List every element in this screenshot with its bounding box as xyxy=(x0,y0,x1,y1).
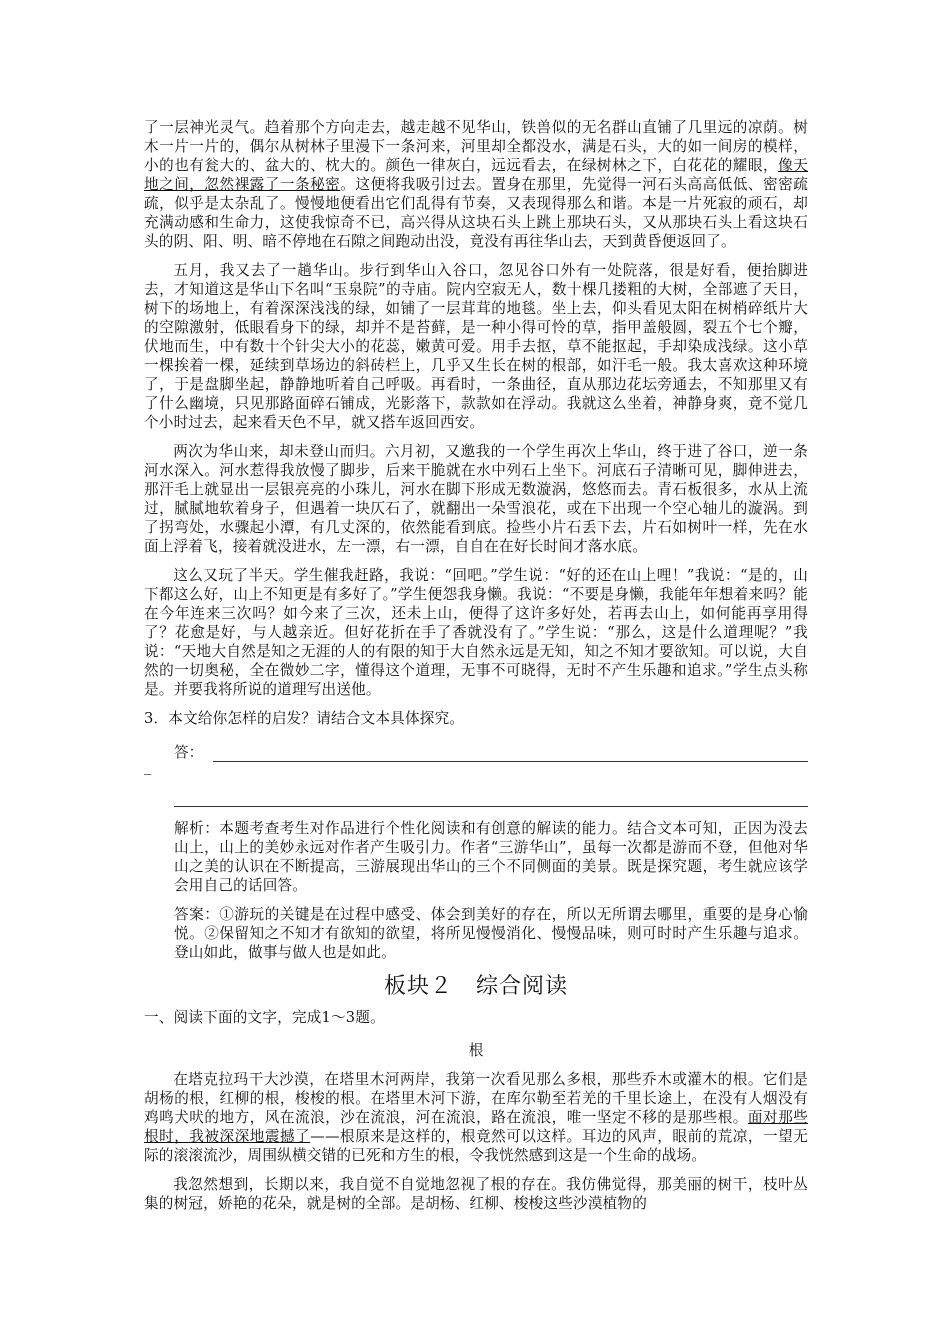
underlined-sentence: 面对那些根时，我被深深地震撼了 xyxy=(144,1109,808,1145)
analysis-block xyxy=(174,819,808,962)
article-paragraph-1 xyxy=(144,1070,808,1165)
underlined-sentence: 像天地之间，忽然裸露了一条秘密 xyxy=(144,157,809,193)
passage-text: 了一层神光灵气。趋着那个方向走去，越走越不见华山，铁兽似的无名群山直铺了几里远的凉荫。树木一片一片的，偶尔从树林子里漫下一条河来，河里却全都没水，满是石头，大的如一间房的模样，小的也有瓮大的、盆大的、枕大的。颜色一律灰白，远远看去，在绿树林之下，白花花的耀眼， xyxy=(144,119,808,174)
instruction: 一、阅读下面的文字，完成1～3题。 xyxy=(144,1009,385,1026)
answer-line[interactable] xyxy=(213,743,808,762)
question-3: 3．本文给你怎样的启发？请结合文本具体探究。 xyxy=(144,710,465,727)
section-title: 板块２ 综合阅读 xyxy=(383,974,568,999)
document-page xyxy=(144,118,808,1223)
article-text: ——根原来是这样的，根竟然可以这样。耳边的风声，眼前的荒凉，一望无际的滚滚流沙，周围纵横交错的已死和方生的根，令我恍然感到这是一个生命的战场。 xyxy=(144,1128,808,1164)
passage-paragraph-1 xyxy=(144,118,808,251)
article-title: 根 xyxy=(468,1042,484,1059)
passage-text: 。这便将我吸引过去。置身在那里，先觉得一河石头高高低低、密密疏疏，似乎是太杂乱了。慢慢地便看出它们乱得有节奏，又表现得那么和谐。本是一片死寂的顽石，却充满动感和生命力，这使我惊奇不已，高兴得从这块石头上跳上那块石头，又从那块石头上看这块石头的阴、阳、明、暗不停地在石隙之间跑动出没，竟没有再往华山去，天到黄昏便返回了。 xyxy=(144,176,809,250)
answer-text: 答案：①游玩的关键是在过程中感受、体会到美好的存在，所以无所谓去哪里，重要的是身心愉悦。②保留知之不知才有欲知的欲望，将所见慢慢消化、慢慢品味，则可时时产生乐趣与追求。登山如此，做事与做人也是如此。 xyxy=(174,906,808,961)
answer-label: 答： xyxy=(174,744,204,761)
passage-paragraph-3: 两次为华山来，却未登山而归。六月初，又邀我的一个学生再次上华山，终于进了谷口，逆一条河水深入。河水惹得我放慢了脚步，后来干脆就在水中列石上坐下。河底石子清晰可见，脚伸进去，那汗毛上就显出一层银亮亮的小珠儿，河水在脚下形成无数漩涡，悠悠而去。青石板很多，水从上流过，腻腻地软着身子，但遇着一块仄石了，就翻出一朵雪浪花，或在下出现一个空心轴儿的漩涡。到了拐弯处，水骤起小潭，有几丈深的，依然能看到底。捡些小片石丢下去，片石如树叶一样，先在水面上浮着飞，接着就没进水，左一漂，右一漂，自自在在好长时间才落水底。 xyxy=(144,443,808,555)
answer-line-2[interactable] xyxy=(174,776,808,807)
article-paragraph-2: 我忽然想到，长期以来，我自觉不自觉地忽视了根的存在。我仿佛觉得，那美丽的树干，枝叶丛集的树冠，娇艳的花朵，就是树的全部。是胡杨、红柳、梭梭这些沙漠植物的 xyxy=(144,1176,808,1212)
answer-dash: _ xyxy=(144,758,152,775)
answer-row xyxy=(174,736,808,762)
analysis-text: 解析：本题考查考生对作品进行个性化阅读和有创意的解读的能力。结合文本可知，正因为没去山上，山上的美妙永远对作者产生吸引力。作者“三游华山”，虽每一次都是游而不登，但他对华山之美的认识在不断提高，三游展现出华山的三个不同侧面的美景。既是探究题，考生就应该学会用自己的话回答。 xyxy=(174,820,808,894)
passage-paragraph-2: 五月，我又去了一趟华山。步行到华山入谷口，忽见谷口外有一处院落，很是好看，便抬脚进去，才知道这是华山下名叫“玉泉院”的寺庙。院内空寂无人，数十棵几搂粗的大树，全部遮了天日，树下的场地上，有着深深浅浅的绿，如铺了一层茸茸的地毯。坐上去，仰头看见太阳在树梢碎纸片大的空隙激射，低眼看身下的绿，却并不是苔藓，是一种小得可怜的草，指甲盖般圆，裂五个七个瓣，伏地而生，中有数十个针尖大小的花蕊，嫩黄可爱。用手去抠，草不能抠起，手却染成浅绿。这小草一棵挨着一棵，延续到草场边的斜砖栏上，几乎又生长在树的根部，如汗毛一般。我太喜欢这种环境了，于是盘脚坐起，静静地听着自己呼吸。再看时，一条曲径，直从那边花坛旁通去，不知那里又有了什么幽境，只见那路面碎石铺成，光影落下，款款如在浮动。我就这么坐着，神静身爽，竟不觉几个小时过去，起来看天色不早，就又搭车返回西安。 xyxy=(144,262,808,431)
passage-paragraph-4: 这么又玩了半天。学生催我赶路，我说：“回吧。”学生说：“好的还在山上哩！”我说：“是的，山下都这么好，山上不知更是有多好了。”学生便怨我身懒。我说：“不要是身懒，我能年年想着来吗？能在今年连来三次吗？如今来了三次，还未上山，便得了这许多好处，若再去山上，如何能再享用得了？花愈是好，与人越亲近。但好花折在手了香就没有了。”学生说：“那么，这是什么道理呢？”我说：“天地大自然是知之无涯的人的有限的知于大自然永远是无知，知之不知才要欲知。可以说，大自然的一切奥秘，全在微妙二字，懂得这个道理，无事不可晓得，无时不产生乐趣和追求。”学生点头称是。并要我将所说的道理写出送他。 xyxy=(144,567,808,698)
article-text: 在塔克拉玛干大沙漠，在塔里木河两岸，我第一次看见那么多根，那些乔木或灌木的根。它们是胡杨的根，红柳的根，梭梭的根。在塔里木河下游，在库尔勒至若羌的千里长途上，在没有人烟没有鸡鸣犬吠的地方，风在流浪，沙在流浪，河在流浪，路在流浪，唯一坚定不移的是那些根。 xyxy=(144,1071,808,1126)
